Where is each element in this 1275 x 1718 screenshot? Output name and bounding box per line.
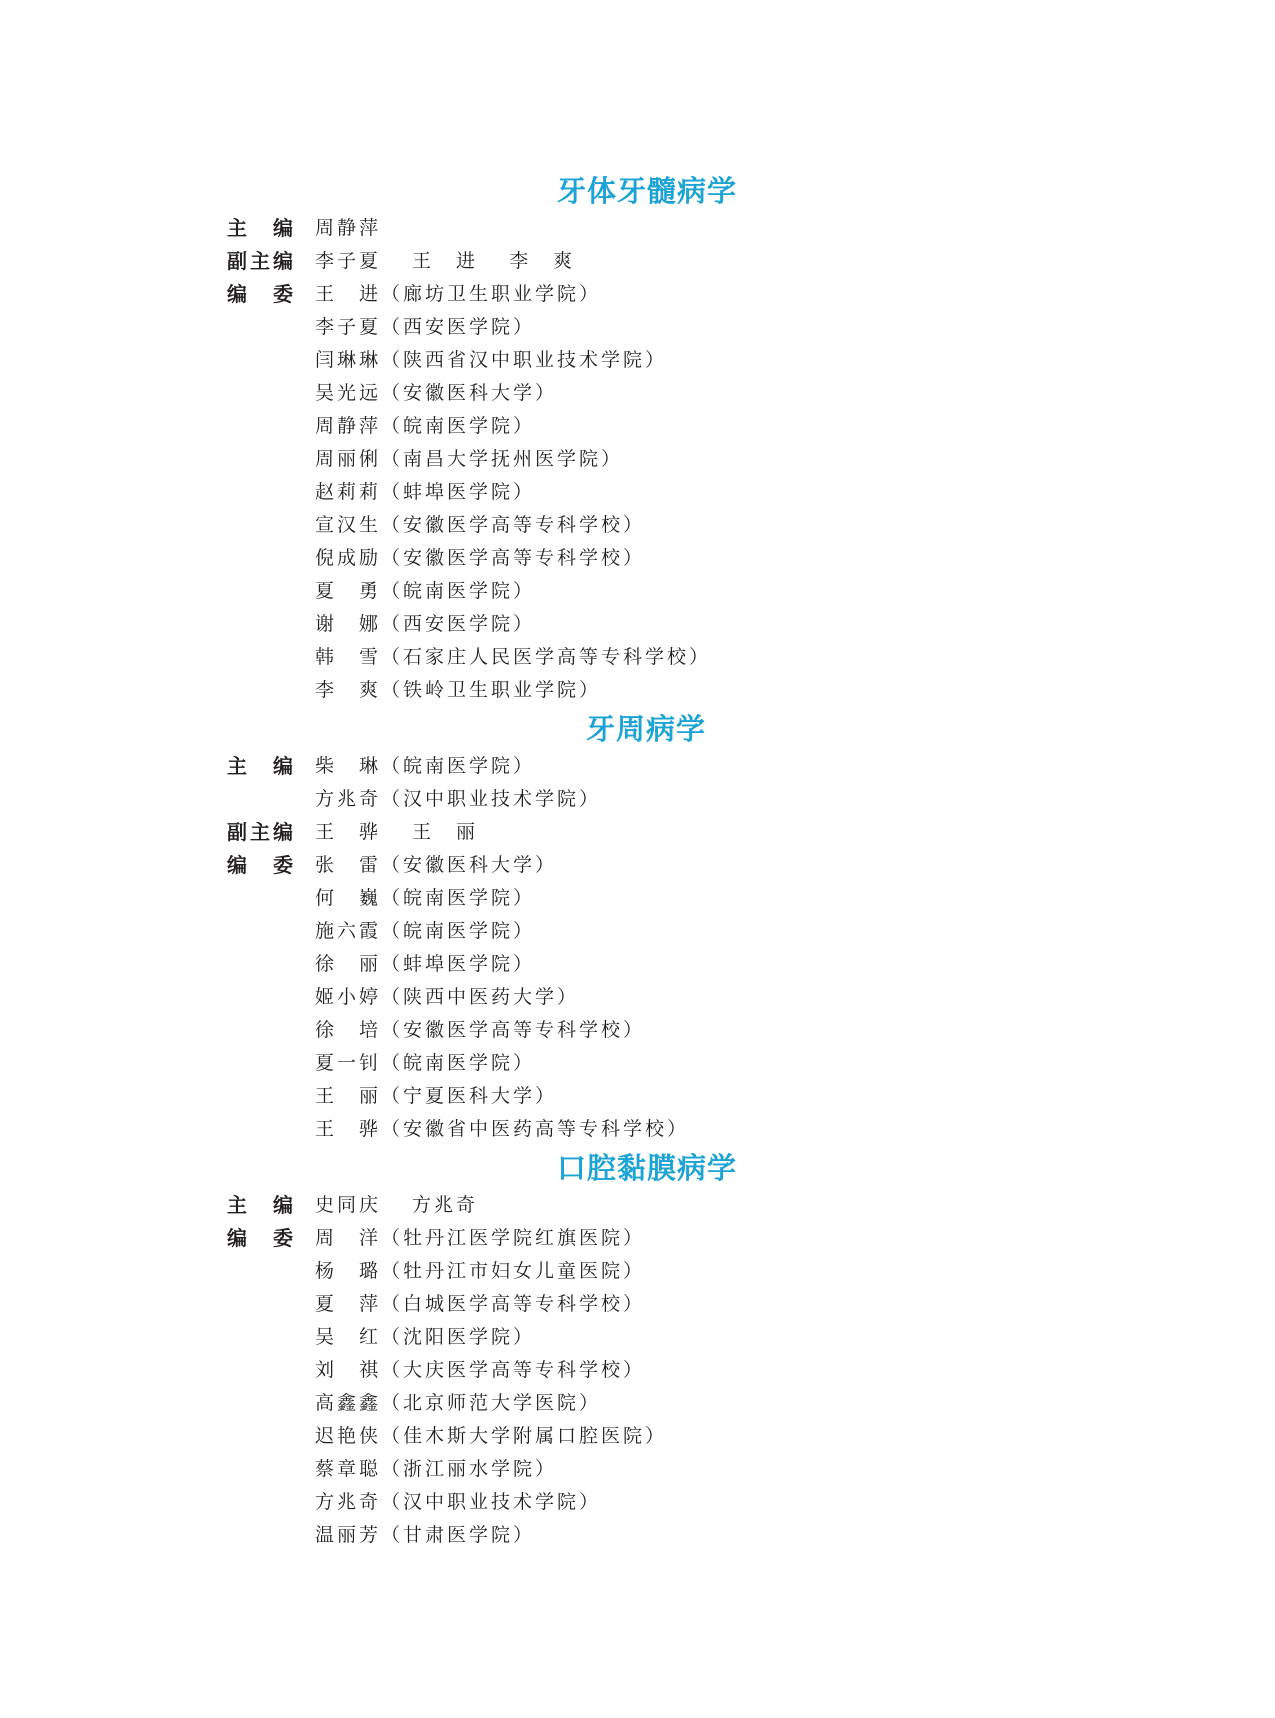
member-entry: 迟艳侠（佳木斯大学附属口腔医院）: [315, 1425, 668, 1447]
chief-editor-names: 方兆奇（汉中职业技术学院）: [315, 788, 602, 810]
member-entry: 王 丽（宁夏医科大学）: [315, 1085, 558, 1107]
member-entry: 夏一钊（皖南医学院）: [315, 1052, 536, 1074]
member-entry: 周丽俐（南昌大学抚州医学院）: [315, 448, 624, 470]
member-entry: 夏 勇（皖南医学院）: [315, 580, 536, 602]
chief-editor-names: 柴 琳（皖南医学院）: [315, 755, 536, 777]
member-entry: 赵莉莉（蚌埠医学院）: [315, 481, 536, 503]
member-entry: 方兆奇（汉中职业技术学院）: [315, 1491, 602, 1513]
member-entry: 吴光远（安徽医科大学）: [315, 382, 558, 404]
deputy-editor-label: 副主编: [227, 820, 293, 844]
member-entry: 蔡章聪（浙江丽水学院）: [315, 1458, 558, 1480]
member-entry: 倪成励（安徽医学高等专科学校）: [315, 547, 646, 569]
member-entry: 何 巍（皖南医学院）: [315, 887, 536, 909]
member-entry: 刘 祺（大庆医学高等专科学校）: [315, 1359, 646, 1381]
section-title-3: 口腔黏膜病学: [557, 1151, 738, 1185]
member-entry: 夏 萍（白城医学高等专科学校）: [315, 1293, 646, 1315]
member-entry: 李 爽（铁岭卫生职业学院）: [315, 679, 602, 701]
deputy-editor-names: 王 骅 王 丽: [315, 821, 479, 843]
member-entry: 闫琳琳（陕西省汉中职业技术学院）: [315, 349, 668, 371]
member-entry: 温丽芳（甘肃医学院）: [315, 1524, 536, 1546]
member-entry: 施六霞（皖南医学院）: [315, 920, 536, 942]
member-entry: 谢 娜（西安医学院）: [315, 613, 536, 635]
member-entry: 杨 璐（牡丹江市妇女儿童医院）: [315, 1260, 646, 1282]
members-label: 编 委: [227, 1226, 293, 1250]
member-entry: 张 雷（安徽医科大学）: [315, 854, 558, 876]
member-entry: 徐 丽（蚌埠医学院）: [315, 953, 536, 975]
deputy-editor-names: 李子夏 王 进 李 爽: [315, 250, 576, 272]
chief-editor-label: 主 编: [227, 1193, 293, 1217]
members-label: 编 委: [227, 853, 293, 877]
member-entry: 王 骅（安徽省中医药高等专科学校）: [315, 1118, 690, 1140]
chief-editor-label: 主 编: [227, 216, 293, 240]
member-entry: 宣汉生（安徽医学高等专科学校）: [315, 514, 646, 536]
deputy-editor-label: 副主编: [227, 249, 293, 273]
member-entry: 韩 雪（石家庄人民医学高等专科学校）: [315, 646, 712, 668]
section-title-1: 牙体牙髓病学: [557, 174, 738, 208]
member-entry: 徐 培（安徽医学高等专科学校）: [315, 1019, 646, 1041]
chief-editor-names: 周静萍: [315, 217, 382, 239]
member-entry: 姬小婷（陕西中医药大学）: [315, 986, 580, 1008]
member-entry: 周静萍（皖南医学院）: [315, 415, 536, 437]
member-entry: 高鑫鑫（北京师范大学医院）: [315, 1392, 602, 1414]
chief-editor-names: 史同庆 方兆奇: [315, 1194, 479, 1216]
section-title-2: 牙周病学: [586, 712, 707, 746]
chief-editor-label: 主 编: [227, 754, 293, 778]
member-entry: 吴 红（沈阳医学院）: [315, 1326, 536, 1348]
member-entry: 王 进（廊坊卫生职业学院）: [315, 283, 602, 305]
member-entry: 周 洋（牡丹江医学院红旗医院）: [315, 1227, 646, 1249]
member-entry: 李子夏（西安医学院）: [315, 316, 536, 338]
members-label: 编 委: [227, 282, 293, 306]
